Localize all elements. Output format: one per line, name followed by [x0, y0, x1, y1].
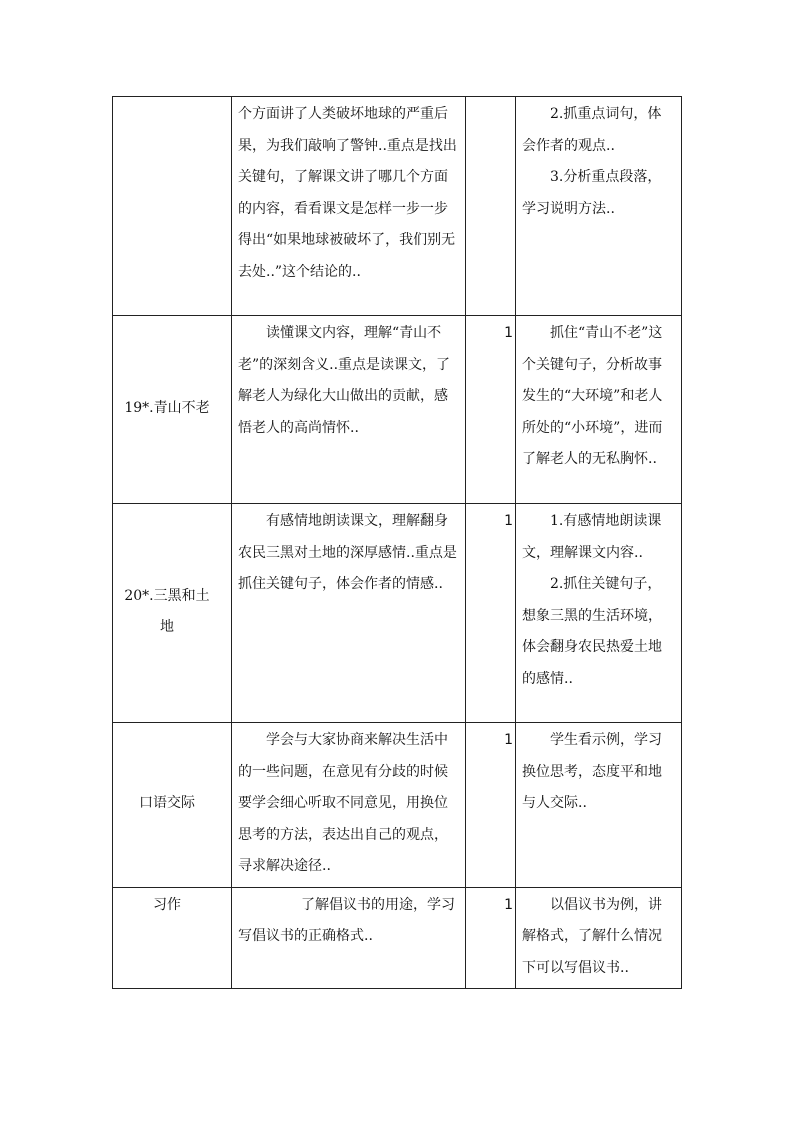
method-item: 3.分析重点段落，学习说明方法.. — [522, 169, 662, 217]
lesson-methods-cell — [516, 316, 682, 504]
lesson-goal-cell: 个方面讲了人类破坏地球的严重后果，为我们敲响了警钟..重点是找出关键句，了解课文讲了哪几个方面的内容，看看课文是怎样一步一步得出“如果地球被破坏了，我们别无去处..”这个结论的.. — [232, 97, 466, 316]
lesson-hours-cell: 1 — [466, 316, 516, 504]
lesson-methods-cell — [516, 887, 682, 989]
table-row — [113, 723, 682, 888]
table-row — [113, 887, 682, 989]
lesson-title-cell: 口语交际 — [113, 723, 232, 888]
lesson-title-cell: 19*.青山不老 — [113, 316, 232, 504]
lesson-methods-cell — [516, 97, 682, 316]
method-item: 抓住“青山不老”这个关键句子，分析故事发生的“大环境”和老人所处的“小环境”，进而了解老人的无私胸怀.. — [522, 325, 663, 467]
lesson-title-cell: 习作 — [113, 887, 232, 989]
lesson-goal-cell: 有感情地朗读课文，理解翻身农民三黑对土地的深厚感情..重点是抓住关键句子，体会作者的情感.. — [232, 504, 466, 723]
method-item: 2.抓住关键句子，想象三黑的生活环境，体会翻身农民热爱土地的感情.. — [522, 576, 662, 687]
method-item: 1.有感情地朗读课文，理解课文内容.. — [522, 513, 662, 561]
method-item: 以倡议书为例，讲解格式，了解什么情况下可以写倡议书.. — [522, 896, 662, 976]
lesson-goal-cell: 学会与大家协商来解决生活中的一些问题，在意见有分歧的时候要学会细心听取不同意见，用换位思考的方法，表达出自己的观点，寻求解决途径.. — [232, 723, 466, 888]
lesson-title-cell: 20*.三黑和土地 — [113, 504, 232, 723]
lesson-goal-cell: 读懂课文内容，理解“青山不老”的深刻含义..重点是读课文，了解老人为绿化大山做出的贡献，感悟老人的高尚情怀.. — [232, 316, 466, 504]
lesson-hours-cell: 1 — [466, 504, 516, 723]
lesson-goal-cell: 了解倡议书的用途，学习写倡议书的正确格式.. — [232, 887, 466, 989]
table-row — [113, 504, 682, 723]
lesson-hours-cell: 1 — [466, 723, 516, 888]
lesson-hours-cell — [466, 97, 516, 316]
table-row — [113, 97, 682, 316]
lesson-title-cell — [113, 97, 232, 316]
lesson-hours-cell: 1 — [466, 887, 516, 989]
lesson-methods-cell — [516, 504, 682, 723]
method-item: 学生看示例，学习换位思考，态度平和地与人交际.. — [522, 732, 662, 811]
lesson-methods-cell — [516, 723, 682, 888]
method-item: 2.抓重点词句，体会作者的观点.. — [522, 106, 662, 154]
table-row — [113, 316, 682, 504]
lesson-plan-table — [112, 96, 682, 989]
